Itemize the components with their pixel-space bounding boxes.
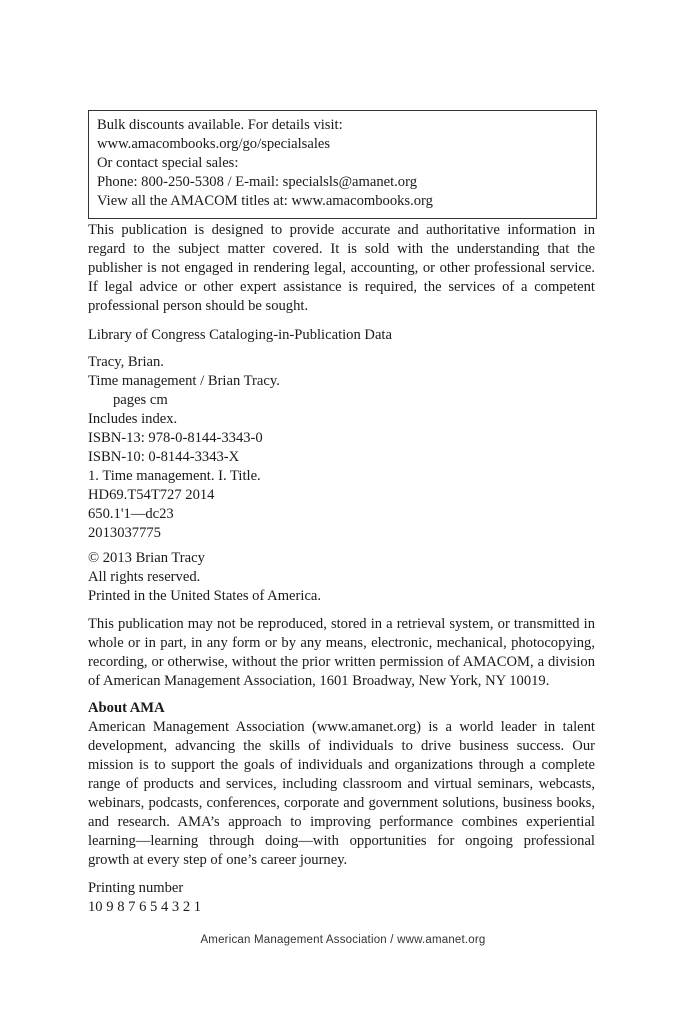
cip-ddc: 650.1'1—dc23 (88, 506, 174, 522)
cip-block (88, 353, 595, 543)
rights-reserved: All rights reserved. (88, 569, 201, 585)
copyright-notice: © 2013 Brian Tracy (88, 550, 205, 566)
printing-label: Printing number (88, 880, 184, 896)
cip-author: Tracy, Brian. (88, 354, 164, 370)
printing-block (88, 879, 595, 917)
cip-heading: Library of Congress Cataloging-in-Publication Data (88, 327, 392, 343)
about-paragraph: American Management Association (www.amanet.org) is a world leader in talent development, advancing the skills of individuals to drive business success. Our mission is to support the goals of individuals and organizations through a complete range of products and services, including classroom and virtual seminars, webcasts, webinars, podcasts, conferences, corporate and government solutions, business books, and research. AMA’s approach to improving performance combines experiential learning—learning through doing—with opportunities for ongoing professional growth at every step of one’s career journey. (88, 719, 595, 868)
cip-subjects: 1. Time management. I. Title. (88, 468, 261, 484)
cip-lcc: HD69.T54T727 2014 (88, 487, 215, 503)
cip-pages: pages cm (113, 392, 168, 408)
disclaimer-paragraph: This publication is designed to provide accurate and authoritative information in regard to the subject matter covered. It is sold with the understanding that the publisher is not engaged in rendering legal, accounting, or other professional service. If legal advice or other expert assistance is required, the services of a competent professional person should be sought. (88, 222, 595, 314)
cip-lccn: 2013037775 (88, 525, 161, 541)
printing-numbers: 10 9 8 7 6 5 4 3 2 1 (88, 899, 202, 915)
bulk-line: Phone: 800-250-5308 / E-mail: specialsls@amanet.org (97, 174, 417, 190)
about-heading: About AMA (88, 700, 165, 716)
cip-title: Time management / Brian Tracy. (88, 373, 280, 389)
bulk-discounts-box (88, 110, 597, 219)
cip-isbn13: ISBN-13: 978-0-8144-3343-0 (88, 430, 263, 446)
bulk-line: View all the AMACOM titles at: www.amacombooks.org (97, 193, 433, 209)
cip-isbn10: ISBN-10: 0-8144-3343-X (88, 449, 240, 465)
bulk-line: Bulk discounts available. For details visit: (97, 117, 343, 133)
page-footer: American Management Association / www.amanet.org (200, 934, 486, 946)
reproduction-paragraph: This publication may not be reproduced, stored in a retrieval system, or transmitted in whole or in part, in any form or by any means, electronic, mechanical, photocopying, recording, or otherwise, without the prior written permission of AMACOM, a division of American Management Association, 1601 Broadway, New York, NY 10019. (88, 616, 595, 689)
bulk-line: www.amacombooks.org/go/specialsales (97, 136, 331, 152)
cip-index: Includes index. (88, 411, 178, 427)
printed-in: Printed in the United States of America. (88, 588, 322, 604)
bulk-line: Or contact special sales: (97, 155, 239, 171)
copyright-block (88, 549, 595, 606)
